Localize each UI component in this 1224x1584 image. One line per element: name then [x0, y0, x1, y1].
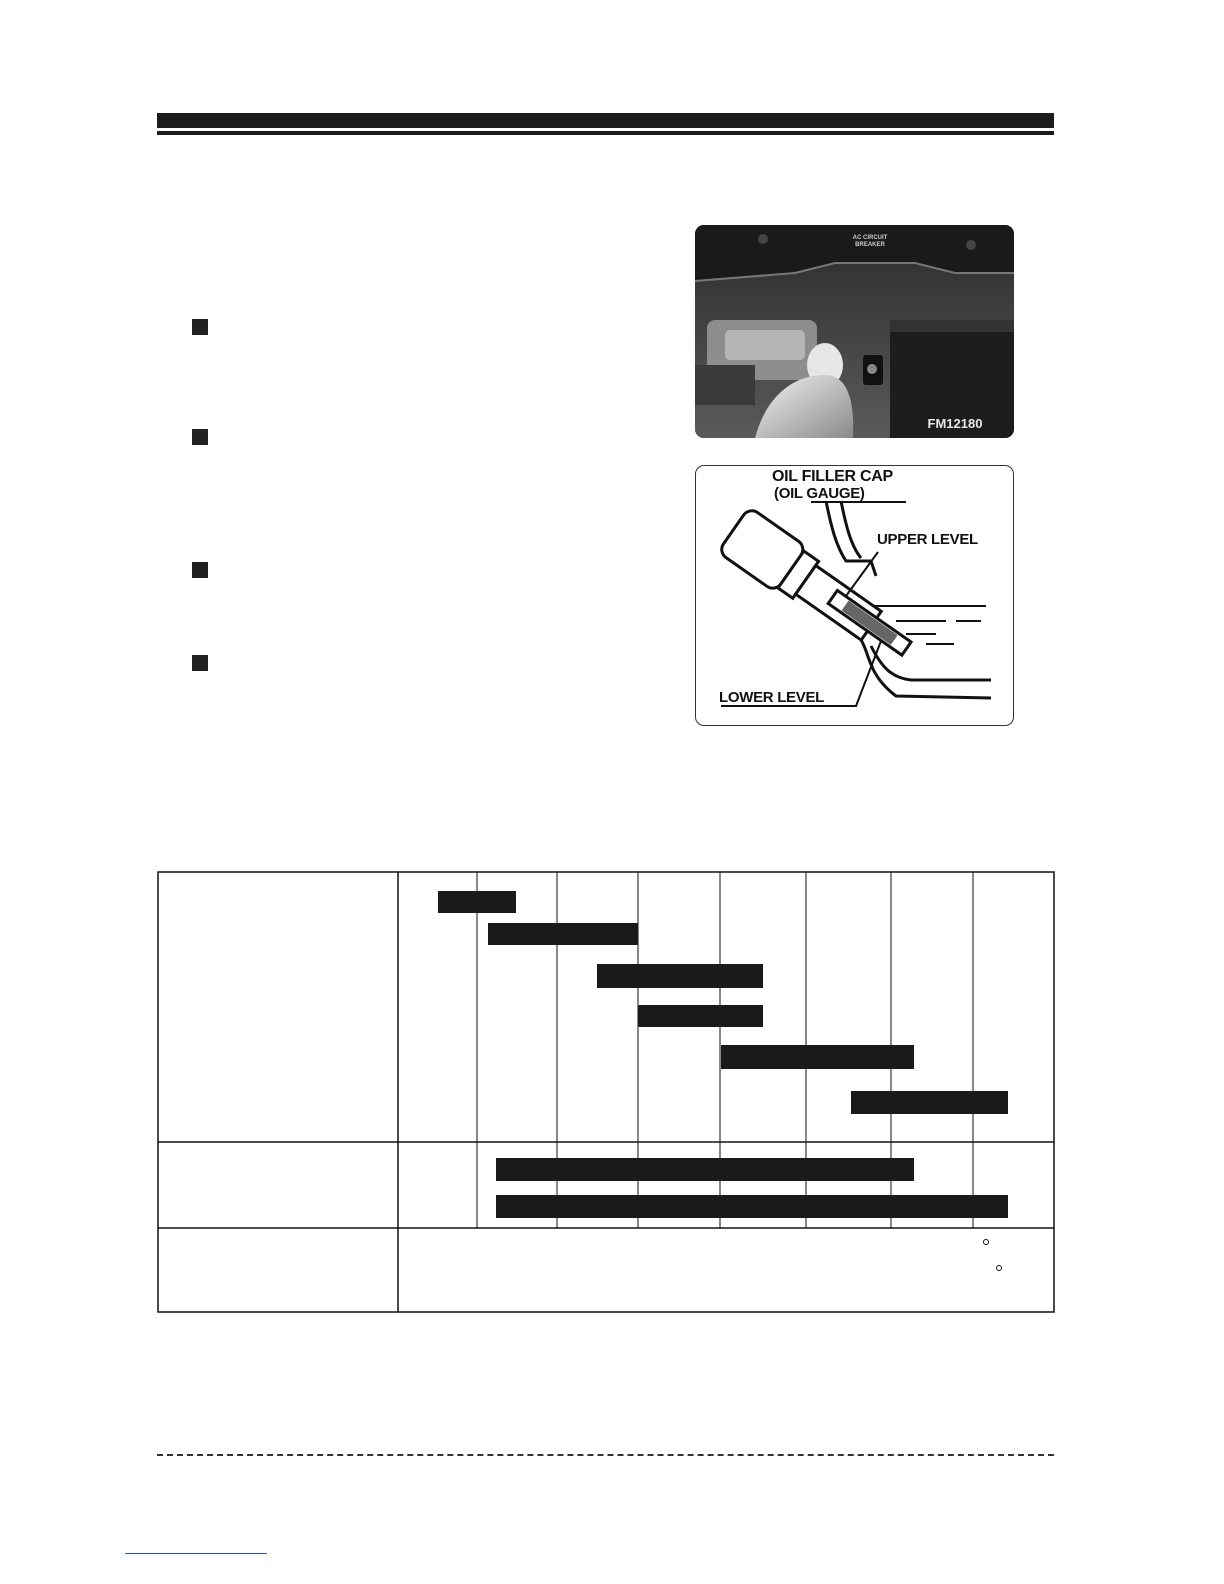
- range-bar: [496, 1158, 914, 1181]
- footer-rule: [157, 1454, 1054, 1456]
- range-bar: [721, 1045, 914, 1069]
- bullet-marker-3: [192, 562, 208, 578]
- oil-filler-photo: [695, 225, 1014, 438]
- header-rule-thick: [157, 113, 1054, 128]
- footer-link-underline[interactable]: [125, 1553, 267, 1554]
- range-bar: [496, 1195, 1008, 1218]
- label-upper-level: UPPER LEVEL: [877, 531, 978, 548]
- label-oil-filler-cap: OIL FILLER CAP: [772, 468, 893, 485]
- range-bar: [638, 1005, 763, 1027]
- range-bar: [438, 891, 516, 913]
- photo-panel-text-1: AC CIRCUIT: [852, 235, 888, 241]
- bullet-marker-1: [192, 319, 208, 335]
- range-bar: [851, 1091, 1008, 1114]
- bullet-marker-2: [192, 429, 208, 445]
- label-lower-level: LOWER LEVEL: [719, 689, 825, 706]
- oil-gauge-diagram: [695, 465, 1014, 726]
- header-rule-thin: [157, 131, 1054, 135]
- degree-mark: [983, 1239, 989, 1245]
- bullet-marker-4: [192, 655, 208, 671]
- photo-battery-text: FM12180: [927, 416, 983, 431]
- label-oil-gauge: (OIL GAUGE): [774, 485, 865, 502]
- oil-filler-photo-illustration: [695, 225, 1014, 438]
- oil-gauge-illustration: [696, 466, 1012, 724]
- range-bar: [597, 964, 763, 988]
- photo-panel-text-2: BREAKER: [855, 242, 885, 248]
- viscosity-table: [157, 871, 1055, 1313]
- degree-mark: [996, 1265, 1002, 1271]
- range-bar: [488, 923, 638, 945]
